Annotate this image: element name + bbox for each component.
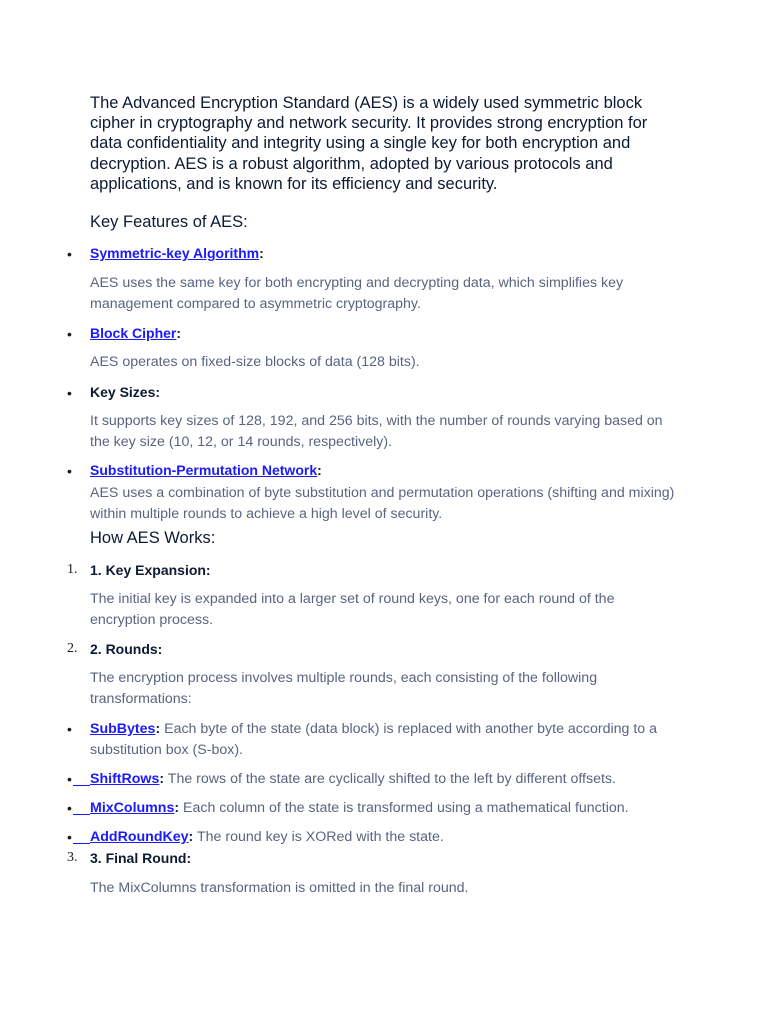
transformation-text: Each byte of the state (data block) is replaced with another byte according to a substitution box (S-box). xyxy=(90,721,658,758)
transformation-subbytes xyxy=(90,719,682,761)
shiftrows-link[interactable]: ShiftRows xyxy=(90,771,160,787)
works-heading: How AES Works: xyxy=(90,529,216,547)
step-title-rounds: 2. Rounds: xyxy=(90,641,163,657)
feature-desc-spn: AES uses a combination of byte substitution and permutation operations (shifting and mixing) within multiple rounds to achieve a high level of security. xyxy=(90,485,675,523)
feature-title-key-sizes: Key Sizes: xyxy=(90,384,161,400)
bullet-marker: • xyxy=(67,463,72,479)
step-desc-rounds: The encryption process involves multiple rounds, each consisting of the following transformations: xyxy=(90,670,598,708)
features-heading: Key Features of AES: xyxy=(90,213,248,231)
feature-suffix: : xyxy=(317,462,322,478)
feature-title-spn xyxy=(90,460,682,480)
block-cipher-link[interactable]: Block Cipher xyxy=(90,325,177,341)
step-desc-final-round: The MixColumns transformation is omitted in the final round. xyxy=(90,880,469,896)
step-title-key-expansion: 1. Key Expansion: xyxy=(90,562,211,578)
transformation-addroundkey xyxy=(90,827,682,848)
colon: : xyxy=(155,721,161,737)
bullet-marker: • xyxy=(67,771,72,787)
bullet-marker: • xyxy=(67,721,72,737)
link-underline-pad xyxy=(73,828,90,844)
bullet-marker: • xyxy=(67,246,72,262)
feature-desc-key-sizes: It supports key sizes of 128, 192, and 256 bits, with the number of rounds varying based on the key size (10, 12, or 14 rounds, respectively). xyxy=(90,413,663,451)
subbytes-link[interactable]: SubBytes xyxy=(90,721,156,737)
step-desc-key-expansion: The initial key is expanded into a larger set of round keys, one for each round of the encryption process. xyxy=(90,591,615,629)
step-title-final-round: 3. Final Round: xyxy=(90,850,192,866)
step-number: 3. xyxy=(67,850,78,865)
colon: : xyxy=(159,771,165,787)
bullet-marker: • xyxy=(67,800,72,816)
transformation-text: The rows of the state are cyclically shifted to the left by different offsets. xyxy=(164,771,616,787)
bullet-marker: • xyxy=(67,829,72,845)
colon: : xyxy=(174,800,180,816)
bullet-marker: • xyxy=(67,326,72,342)
link-underline-pad xyxy=(73,799,90,815)
step-number: 1. xyxy=(67,562,78,577)
feature-title-symmetric xyxy=(90,243,682,263)
transformation-shiftrows xyxy=(90,769,682,790)
transformation-text: Each column of the state is transformed using a mathematical function. xyxy=(179,800,629,816)
substitution-permutation-link[interactable]: Substitution-Permutation Network xyxy=(90,462,318,478)
transformation-text: The round key is XORed with the state. xyxy=(193,829,444,845)
symmetric-key-link[interactable]: Symmetric-key Algorithm xyxy=(90,245,260,261)
addroundkey-link[interactable]: AddRoundKey xyxy=(90,829,189,845)
mixcolumns-link[interactable]: MixColumns xyxy=(90,800,175,816)
feature-suffix: : xyxy=(176,325,182,341)
bullet-marker: • xyxy=(67,385,72,401)
feature-suffix: : xyxy=(259,245,264,261)
transformation-mixcolumns xyxy=(90,798,682,819)
link-underline-pad xyxy=(73,770,90,786)
feature-title-block-cipher xyxy=(90,323,682,343)
colon: : xyxy=(188,829,194,845)
feature-desc-block-cipher: AES operates on fixed-size blocks of data (128 bits). xyxy=(90,354,420,370)
feature-desc-symmetric: AES uses the same key for both encrypting and decrypting data, which simplifies key management compared to asymmetric cryptography. xyxy=(90,275,624,313)
step-number: 2. xyxy=(67,641,78,656)
intro-paragraph: The Advanced Encryption Standard (AES) is a widely used symmetric block cipher in cryptography and network security. It provides strong encryption for data confidentiality and integrity using a single key for both encryption and decryption. AES is a robust algorithm, adopted by various protocols and applications, and is known for its efficiency and security. xyxy=(90,94,648,193)
